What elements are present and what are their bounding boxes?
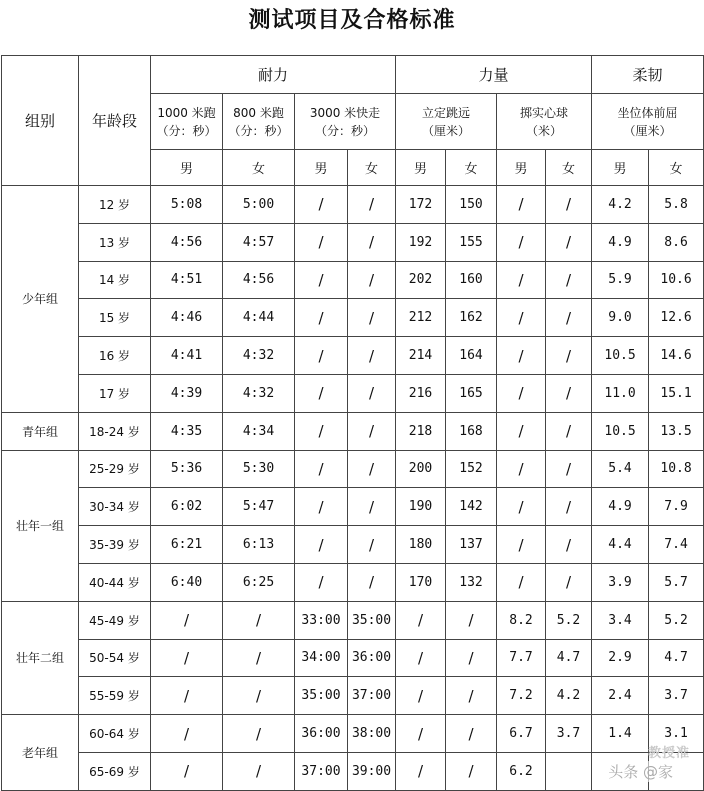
value-cell: / [348,450,396,488]
group-name: 少年组 [2,186,79,413]
age-cell: 50-54 岁 [79,639,151,677]
value-cell: / [295,299,348,337]
value-cell: 5:00 [223,186,295,224]
value-cell: 3.7 [649,677,704,715]
value-cell: / [396,639,446,677]
header-sex: 男 [592,150,649,186]
header-age: 年龄段 [79,56,151,186]
value-cell: 5.9 [592,261,649,299]
value-cell: / [151,715,223,753]
header-endurance: 耐力 [151,56,396,94]
value-cell: / [295,450,348,488]
value-cell: 2.4 [592,677,649,715]
value-cell [546,752,592,790]
value-cell: / [546,337,592,375]
table-row [2,223,704,261]
value-cell: 15.1 [649,374,704,412]
value-cell: 155 [446,223,497,261]
value-cell: 160 [446,261,497,299]
value-cell: / [497,337,546,375]
value-cell: / [348,261,396,299]
value-cell: / [223,639,295,677]
value-cell: 164 [446,337,497,375]
value-cell: 4:46 [151,299,223,337]
value-cell: / [446,639,497,677]
header-sex: 女 [649,150,704,186]
value-cell: / [223,752,295,790]
age-cell: 60-64 岁 [79,715,151,753]
value-cell: / [295,526,348,564]
value-cell: 10.8 [649,450,704,488]
value-cell: 39:00 [348,752,396,790]
value-cell: 5.7 [649,563,704,601]
value-cell: 7.2 [497,677,546,715]
value-cell: 11.0 [592,374,649,412]
header-item: 3000 米快走 （分：秒） [295,94,396,150]
value-cell: 142 [446,488,497,526]
value-cell: / [497,412,546,450]
value-cell: 8.2 [497,601,546,639]
value-cell: 152 [446,450,497,488]
value-cell: 38:00 [348,715,396,753]
header-strength: 力量 [396,56,592,94]
value-cell: 4.4 [592,526,649,564]
value-cell: 4.9 [592,223,649,261]
age-cell: 45-49 岁 [79,601,151,639]
value-cell: 3.7 [546,715,592,753]
age-cell: 12 岁 [79,186,151,224]
value-cell: / [295,337,348,375]
value-cell: 4:39 [151,374,223,412]
value-cell: / [446,752,497,790]
value-cell: 214 [396,337,446,375]
value-cell: 180 [396,526,446,564]
value-cell: 7.9 [649,488,704,526]
value-cell: / [497,563,546,601]
value-cell: / [497,374,546,412]
age-cell: 65-69 岁 [79,752,151,790]
value-cell: 34:00 [295,639,348,677]
value-cell: / [396,752,446,790]
value-cell: 165 [446,374,497,412]
value-cell: 190 [396,488,446,526]
value-cell: / [223,601,295,639]
header-item: 800 米跑 （分：秒） [223,94,295,150]
value-cell: / [546,186,592,224]
table-row [2,563,704,601]
value-cell: 6:21 [151,526,223,564]
value-cell: 172 [396,186,446,224]
value-cell: / [497,261,546,299]
group-name: 老年组 [2,715,79,791]
value-cell: / [546,261,592,299]
value-cell: / [151,677,223,715]
value-cell: / [348,526,396,564]
value-cell: / [295,412,348,450]
value-cell: 6:13 [223,526,295,564]
value-cell: / [223,677,295,715]
value-cell: 5.8 [649,186,704,224]
value-cell: 37:00 [295,752,348,790]
table-row [2,450,704,488]
table-row [2,299,704,337]
value-cell: / [151,752,223,790]
value-cell: 6.2 [497,752,546,790]
value-cell: 4.7 [546,639,592,677]
standards-table [1,55,704,791]
value-cell: 170 [396,563,446,601]
header-sex: 男 [497,150,546,186]
value-cell: / [295,261,348,299]
table-row [2,526,704,564]
value-cell: 4:56 [223,261,295,299]
age-cell: 18-24 岁 [79,412,151,450]
value-cell: / [348,299,396,337]
value-cell: / [295,374,348,412]
value-cell: 10.5 [592,337,649,375]
value-cell: 216 [396,374,446,412]
value-cell: 1.4 [592,715,649,753]
value-cell: / [546,488,592,526]
value-cell: 8.6 [649,223,704,261]
value-cell: / [497,299,546,337]
table-row [2,488,704,526]
value-cell: 5:36 [151,450,223,488]
value-cell: / [497,526,546,564]
value-cell: / [348,412,396,450]
value-cell: 4.2 [546,677,592,715]
age-cell: 15 岁 [79,299,151,337]
value-cell: 192 [396,223,446,261]
value-cell: / [396,601,446,639]
header-sex: 女 [446,150,497,186]
value-cell: 162 [446,299,497,337]
value-cell: / [295,223,348,261]
value-cell: 35:00 [295,677,348,715]
value-cell: 13.5 [649,412,704,450]
header-group: 组别 [2,56,79,186]
value-cell: 10.5 [592,412,649,450]
table-row [2,752,704,790]
table-row [2,677,704,715]
value-cell: 5:47 [223,488,295,526]
value-cell: 4:57 [223,223,295,261]
table-row [2,337,704,375]
value-cell: 4:32 [223,374,295,412]
value-cell: / [223,715,295,753]
header-sex: 女 [223,150,295,186]
value-cell: 4:56 [151,223,223,261]
value-cell: / [348,337,396,375]
age-cell: 55-59 岁 [79,677,151,715]
watermark-logo: 教授准 [647,746,690,761]
value-cell: 4:35 [151,412,223,450]
value-cell: / [396,715,446,753]
value-cell: 6:02 [151,488,223,526]
value-cell: / [446,715,497,753]
age-cell: 35-39 岁 [79,526,151,564]
value-cell: 36:00 [348,639,396,677]
value-cell: 10.6 [649,261,704,299]
value-cell: 150 [446,186,497,224]
table-row [2,601,704,639]
age-cell: 30-34 岁 [79,488,151,526]
value-cell: / [446,677,497,715]
age-cell: 17 岁 [79,374,151,412]
value-cell: / [497,186,546,224]
value-cell: / [546,412,592,450]
value-cell: / [497,223,546,261]
value-cell: 12.6 [649,299,704,337]
value-cell: 4:51 [151,261,223,299]
value-cell: 2.9 [592,639,649,677]
watermark-caption: 头条 @家 [605,761,676,782]
table-row [2,261,704,299]
header-sex: 男 [151,150,223,186]
header-item: 1000 米跑 （分：秒） [151,94,223,150]
value-cell: 4.7 [649,639,704,677]
age-cell: 25-29 岁 [79,450,151,488]
table-row [2,639,704,677]
value-cell: / [151,639,223,677]
value-cell: 4.9 [592,488,649,526]
value-cell: / [348,488,396,526]
value-cell: 4:41 [151,337,223,375]
header-sex: 男 [295,150,348,186]
value-cell: 132 [446,563,497,601]
value-cell: 168 [446,412,497,450]
value-cell: 4.2 [592,186,649,224]
value-cell: 4:32 [223,337,295,375]
value-cell: 137 [446,526,497,564]
value-cell: 5.2 [546,601,592,639]
age-cell: 16 岁 [79,337,151,375]
value-cell: 5:08 [151,186,223,224]
value-cell: 6.7 [497,715,546,753]
page-title: 测试项目及合格标准 [248,7,456,33]
age-cell: 14 岁 [79,261,151,299]
value-cell: 37:00 [348,677,396,715]
value-cell: 6:40 [151,563,223,601]
group-name: 壮年一组 [2,450,79,601]
value-cell: 4:44 [223,299,295,337]
value-cell: / [348,374,396,412]
table-row [2,374,704,412]
value-cell: / [348,223,396,261]
header-item: 坐位体前屈 （厘米） [592,94,704,150]
value-cell: 5.4 [592,450,649,488]
value-cell: 3.4 [592,601,649,639]
value-cell: 3.9 [592,563,649,601]
value-cell: / [295,186,348,224]
value-cell: / [151,601,223,639]
value-cell: / [546,374,592,412]
header-flexibility: 柔韧 [592,56,704,94]
header-sex: 女 [546,150,592,186]
value-cell: 202 [396,261,446,299]
value-cell: / [295,563,348,601]
value-cell: / [546,223,592,261]
value-cell: 3.1 [649,715,704,753]
header-sex: 男 [396,150,446,186]
value-cell: / [295,488,348,526]
group-name: 青年组 [2,412,79,450]
value-cell: 212 [396,299,446,337]
value-cell: / [446,601,497,639]
value-cell: 5:30 [223,450,295,488]
value-cell: 7.4 [649,526,704,564]
age-cell: 40-44 岁 [79,563,151,601]
table-row [2,715,704,753]
value-cell: 14.6 [649,337,704,375]
value-cell: 218 [396,412,446,450]
value-cell: / [546,563,592,601]
value-cell: / [348,563,396,601]
value-cell: 36:00 [295,715,348,753]
value-cell: / [546,526,592,564]
age-cell: 13 岁 [79,223,151,261]
value-cell: 9.0 [592,299,649,337]
group-name: 壮年二组 [2,601,79,714]
value-cell: / [396,677,446,715]
value-cell: 200 [396,450,446,488]
value-cell: / [497,488,546,526]
table-row [2,412,704,450]
value-cell: / [546,450,592,488]
value-cell: / [497,450,546,488]
header-sex: 女 [348,150,396,186]
header-item: 掷实心球 （米） [497,94,592,150]
value-cell: 6:25 [223,563,295,601]
value-cell: 4:34 [223,412,295,450]
value-cell: 7.7 [497,639,546,677]
value-cell: 5.2 [649,601,704,639]
value-cell: 33:00 [295,601,348,639]
header-item: 立定跳远 （厘米） [396,94,497,150]
value-cell: 35:00 [348,601,396,639]
table-row [2,186,704,224]
value-cell: / [546,299,592,337]
value-cell: / [348,186,396,224]
